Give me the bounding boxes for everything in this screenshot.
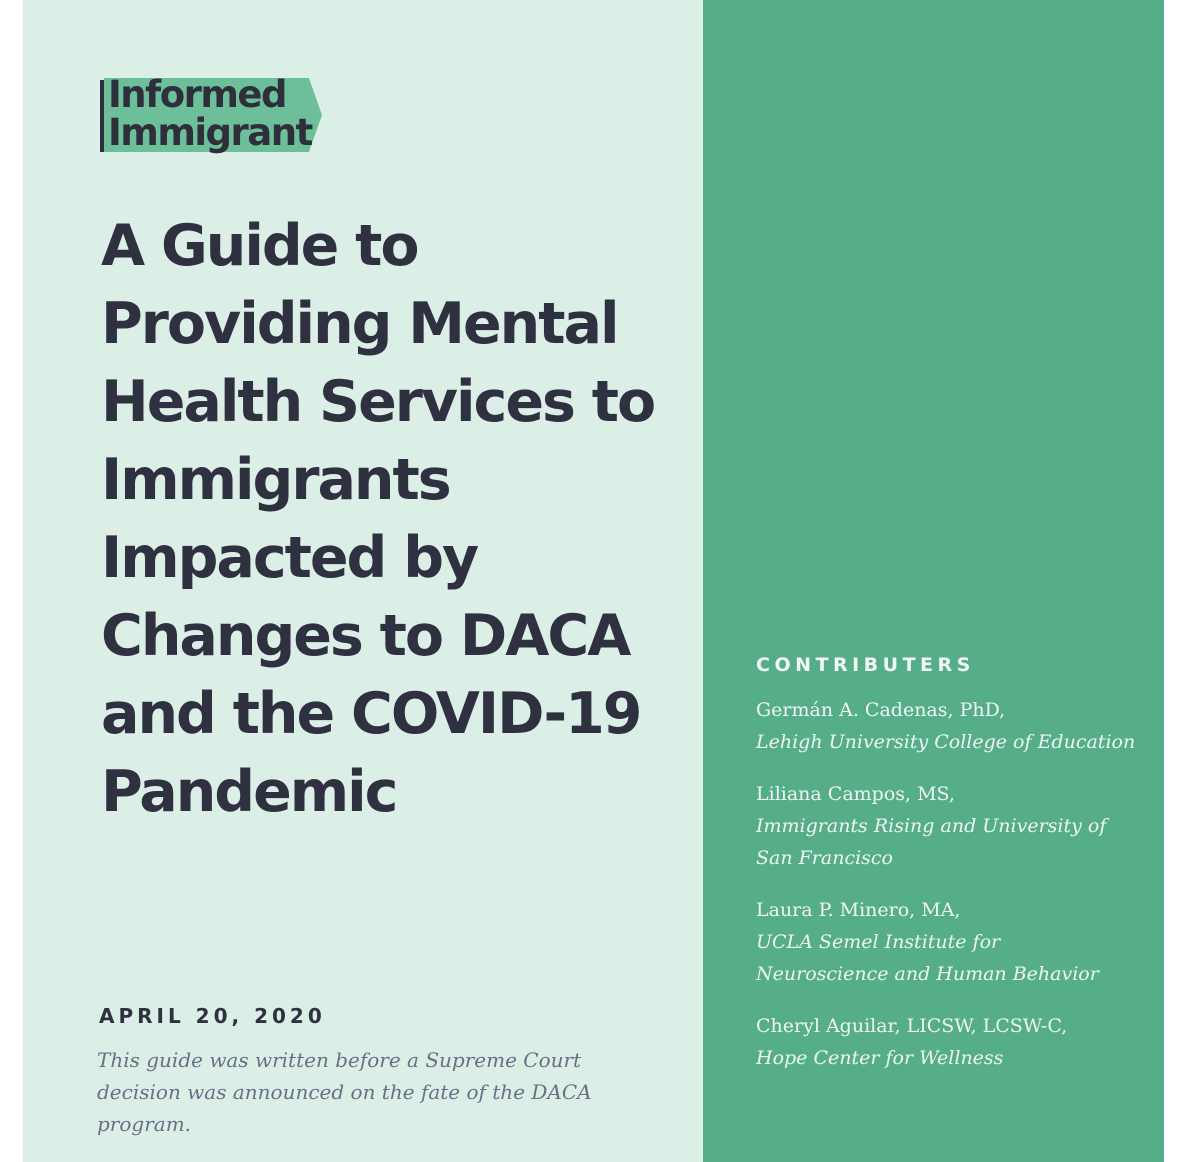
logo-line-2: Immigrant — [108, 111, 312, 154]
contributor-name: Cheryl Aguilar, LICSW, LCSW-C, — [756, 1015, 1068, 1037]
title-line: Health Services to — [101, 369, 655, 435]
title-line: Changes to DACA — [101, 603, 630, 669]
contributor-affiliation: Hope Center for Wellness — [756, 1047, 1004, 1069]
contributor — [756, 778, 1136, 874]
contributor-affiliation: UCLA Semel Institute for Neuroscience and Human Behavior — [756, 931, 1099, 985]
title-line: Immigrants — [101, 447, 450, 513]
publication-date: APRIL 20, 2020 — [99, 1004, 326, 1028]
informed-immigrant-logo — [100, 73, 340, 160]
contributor-affiliation: Immigrants Rising and University of San Francisco — [756, 815, 1107, 869]
title-line: Pandemic — [101, 759, 397, 825]
contributors-heading: CONTRIBUTERS — [756, 654, 975, 676]
contributor-name: Liliana Campos, MS, — [756, 783, 955, 805]
logo-line-1: Informed — [108, 73, 287, 116]
title-line: A Guide to — [101, 213, 418, 279]
contributor — [756, 894, 1136, 990]
title-line: and the COVID-19 — [101, 681, 641, 747]
contributor-affiliation: Lehigh University College of Education — [756, 731, 1136, 753]
contributors-list — [756, 694, 1136, 1094]
document-title — [101, 207, 681, 831]
contributor — [756, 1010, 1136, 1074]
contributor-name: Laura P. Minero, MA, — [756, 899, 961, 921]
disclaimer-note: This guide was written before a Supreme Court decision was announced on the fate of the DACA program. — [97, 1048, 592, 1136]
contributor — [756, 694, 1136, 758]
left-panel — [23, 0, 703, 1162]
contributor-name: Germán A. Cadenas, PhD, — [756, 699, 1006, 721]
logo-bar — [100, 80, 104, 152]
title-line: Impacted by — [101, 525, 478, 591]
title-line: Providing Mental — [101, 291, 618, 357]
